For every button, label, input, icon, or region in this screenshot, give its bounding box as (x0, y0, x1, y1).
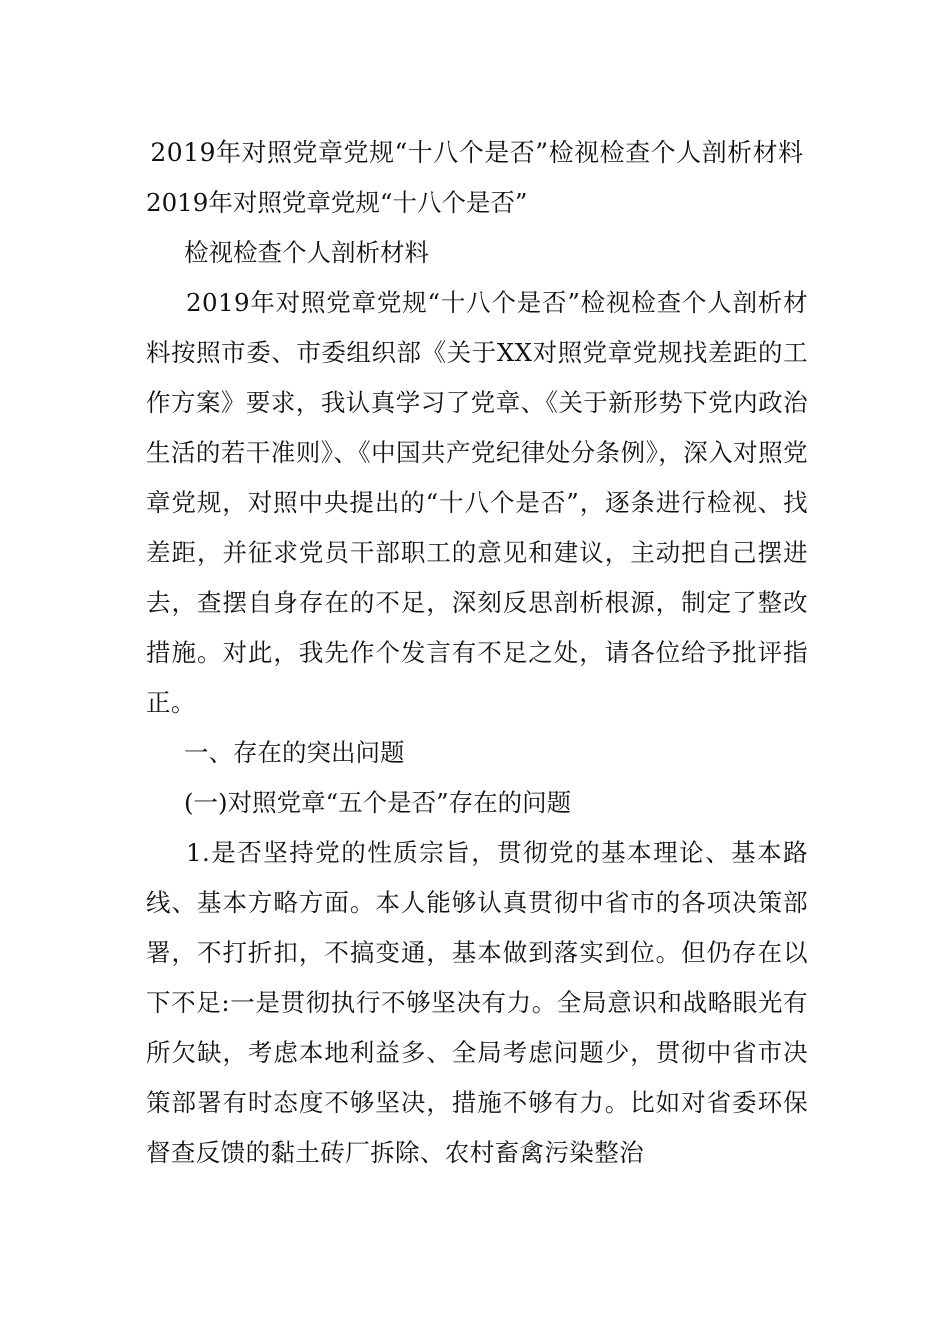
item-paragraph-1: 1.是否坚持党的性质宗旨，贯彻党的基本理论、基本路线、基本方略方面。本人能够认真贯彻中省市的各项决策部署，不打折扣，不搞变通，基本做到落实到位。但仍存在以下不足:一是贯彻执行不够坚决有力。全局意识和战略眼光有所欠缺，考虑本地利益多、全局考虑问题少，贯彻中省市决策部署有时态度不够坚决，措施不够有力。比如对省委环保督查反馈的黏土砖厂拆除、农村畜禽污染整治 (146, 838, 808, 1167)
section-heading-1: 一、存在的突出问题 (184, 738, 405, 767)
section-subheading-1: (一)对照党章“五个是否”存在的问题 (184, 788, 572, 817)
document-page (146, 128, 808, 1178)
intro-paragraph: 2019年对照党章党规“十八个是否”检视检查个人剖析材料按照市委、市委组织部《关于XX对照党章党规找差距的工作方案》要求，我认真学习了党章、《关于新形势下党内政治生活的若干准则》、《中国共产党纪律处分条例》，深入对照党章党规，对照中央提出的“十八个是否”，逐条进行检视、找差距，并征求党员干部职工的意见和建议，主动把自己摆进去，查摆自身存在的不足，深刻反思剖析根源，制定了整改措施。对此，我先作个发言有不足之处，请各位给予批评指正。 (146, 288, 808, 717)
document-subtitle-line2: 检视检查个人剖析材料 (184, 238, 429, 267)
document-subtitle-line1: 2019年对照党章党规“十八个是否” (146, 188, 528, 217)
document-title: 2019年对照党章党规“十八个是否”检视检查个人剖析材料 (150, 138, 804, 167)
